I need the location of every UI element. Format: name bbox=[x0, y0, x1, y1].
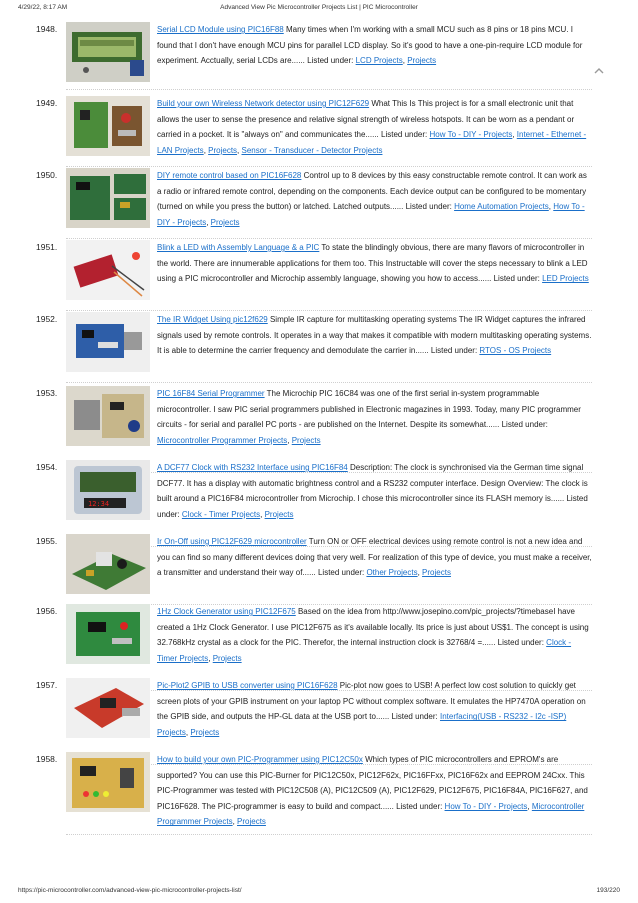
category-link[interactable]: Projects bbox=[212, 653, 242, 663]
entry-number: 1958. bbox=[36, 754, 58, 764]
category-link[interactable]: Projects bbox=[237, 817, 266, 827]
project-thumbnail[interactable] bbox=[66, 168, 150, 228]
project-title-link[interactable]: How to build your own PIC-Programmer using PIC12C50x bbox=[157, 755, 363, 764]
print-page-number: 193/220 bbox=[596, 887, 620, 894]
print-datetime: 4/29/22, 8:17 AM bbox=[18, 4, 68, 11]
entry-summary: The Microchip PIC 16C84 was one of the first serial in-system programmable microcontroller. I saw PIC serial programmers published in Electronic magazines in 1993. Today, many PIC programmer circuits - for serial and parallel PC ports - are published on the Internet. Despite its somewhat...... Listed under: bbox=[157, 389, 581, 430]
project-title-link[interactable]: PIC 16F84 Serial Programmer bbox=[157, 389, 265, 398]
project-title-link[interactable]: A DCF77 Clock with RS232 Interface using PIC16F84 bbox=[157, 463, 348, 472]
entry-summary: Control up to 8 devices by this easy constructable remote control. It can work as a radio or infrared remote control, depending on the components. Each device output can be configured to be momentary (turned on while you press the button) or latched. Latched outputs...... Listed under: bbox=[157, 171, 587, 212]
entry-divider bbox=[66, 166, 592, 167]
project-title-link[interactable]: DIY remote control based on PIC16F628 bbox=[157, 171, 302, 180]
category-link[interactable]: Microcontroller Programmer Projects bbox=[157, 801, 585, 827]
entry-number: 1955. bbox=[36, 536, 58, 546]
entry-description: 1Hz Clock Generator using PIC12F675 Based on the idea from http://www.josepino.com/pic_projects/?timebaseI have created a 1Hz Clock Generator. I use PIC12F675 as it's available locally. Its price is just about US$1. The concept is using 32.768kHz crystal as a clock for the PIC. Therefor, the internal instruction clock is 32768/4 =...... Listed under: Clock - Timer Projects, Projects bbox=[157, 607, 589, 663]
entry-number: 1950. bbox=[36, 170, 58, 180]
category-link[interactable]: Projects bbox=[422, 568, 451, 578]
project-thumbnail[interactable] bbox=[66, 534, 150, 594]
entry-summary: To state the blindingly obvious, there are many flavors of microcontroller in the world. There are innumerable applications for them too. This Instructable will cover the steps necessary to blink a LED using a PIC microcontroller and Microchip assembly language, showing you how to access...... Listed under: bbox=[157, 243, 588, 284]
project-title-link[interactable]: Build your own Wireless Network detector using PIC12F629 bbox=[157, 99, 370, 108]
entry-description bbox=[157, 240, 593, 287]
entry-summary: Simple IR capture for multitasking operating systems The IR Widget captures the infrared signals used by remote controls. It operates in a way that makes it compatible with modern multitasking operating systems. It is able to determine the carrier frequency and demodulate the carrier in...... Listed under: bbox=[157, 315, 592, 356]
category-link[interactable]: Projects bbox=[210, 217, 240, 227]
project-thumbnail[interactable] bbox=[66, 752, 150, 812]
scroll-to-top-button[interactable] bbox=[592, 64, 606, 78]
project-title-link[interactable]: Blink a LED with Assembly Language & a PIC bbox=[157, 243, 320, 252]
entry-number: 1953. bbox=[36, 388, 58, 398]
category-link[interactable]: Projects bbox=[190, 727, 220, 737]
entry-number: 1954. bbox=[36, 462, 58, 472]
entry-divider bbox=[66, 834, 592, 835]
entry-description: How to build your own PIC-Programmer using PIC12C50x Which types of PIC microcontrollers and EPROM's are supported? You can use this PIC-Burner for PIC12C50x, PIC12F62x, PIC16FFxx, PIC16F62x and EEPROM 24Cxx. This PIC-Programmer was tested with PIC12C508 (A), PIC12C509 (A), PIC12F629, PIC12F675, PIC16F84A, PIC16F627, and PIC16F628. The PIC-programmer is easy to build and compact...... Listed under: How To - DIY - Projects, Microcontroller Programmer Projects, Projects bbox=[157, 755, 588, 827]
project-thumbnail[interactable] bbox=[66, 22, 150, 82]
category-link[interactable]: RTOS - OS Projects bbox=[479, 346, 552, 356]
category-link[interactable]: Projects bbox=[407, 56, 437, 66]
print-url: https://pic-microcontroller.com/advanced-view-pic-microcontroller-projects-list/ bbox=[18, 887, 242, 894]
entry-description: PIC 16F84 Serial Programmer The Microchip PIC 16C84 was one of the first serial in-system programmable microcontroller. I saw PIC serial programmers published in Electronic magazines in 1993. Today, many PIC programmer circuits - for serial and parallel PC ports - are published on the Internet. Despite its somewhat...... Listed under: Microcontroller Programmer Projects, Projects bbox=[157, 389, 581, 445]
entry-number: 1952. bbox=[36, 314, 58, 324]
category-link[interactable]: How To - DIY - Projects bbox=[429, 130, 513, 140]
category-link[interactable]: Clock - Timer Projects bbox=[181, 509, 261, 519]
entry-description: A DCF77 Clock with RS232 Interface using PIC16F84 Description: The clock is synchronised via the German time signal DCF77. It has a display with automatic brightness control and a RS232 computer interface. Design Overview: The clock is built around a PIC16F84 microcontroller from Microchip. I chose this microcontroller since its FLASH memory is...... Listed under: Clock - Timer Projects, Projects bbox=[157, 463, 588, 519]
entry-summary: Description: The clock is synchronised via the German time signal DCF77. It has a display with automatic brightness control and a RS232 computer interface. Design Overview: The clock is built around a PIC16F84 microcontroller from Microchip. I chose this microcontroller since its FLASH memory is...... Listed under: bbox=[157, 463, 588, 519]
category-link[interactable]: Internet - Ethernet - LAN Projects bbox=[157, 130, 587, 155]
entry-summary: Turn ON or OFF electrical devices using remote control is not a new idea and you can find so many different devices doing that very well. For realization of this type of device, you must make a receiver, a transmitter and understand their way of...... Listed under: bbox=[157, 537, 592, 578]
entry-description: Build your own Wireless Network detector using PIC12F629 What This Is This project is for a small electronic unit that allows the user to sense the presence and relative signal strength of wireless hotspots. It can be worn as a pendant or carried in a pocket. It is "always on" and communicates the...... Listed under: How To - DIY - Projects, Internet - Ethernet - LAN Projects, Projects, Sensor - Transducer - Detector Projects bbox=[157, 99, 587, 155]
entry-number: 1957. bbox=[36, 680, 58, 690]
category-link[interactable]: Interfacing(USB - RS232 - I2c -ISP) Projects bbox=[157, 712, 567, 737]
entry-number: 1956. bbox=[36, 606, 58, 616]
project-thumbnail[interactable] bbox=[66, 96, 150, 156]
entry-number: 1948. bbox=[36, 24, 58, 34]
project-title-link[interactable]: 1Hz Clock Generator using PIC12F675 bbox=[157, 607, 296, 616]
category-link[interactable]: Projects bbox=[291, 435, 321, 445]
entry-number: 1951. bbox=[36, 242, 58, 252]
project-thumbnail[interactable] bbox=[66, 460, 150, 520]
entry-divider bbox=[66, 89, 592, 90]
entry-description bbox=[157, 312, 593, 359]
entry-summary: Pic-plot now goes to USB! A perfect low cost solution to quickly get screen plots of your GPIB instrument on your laptop PC without complex software. It emulates the HP7470A operation on the GPIB side, and outputs the HP-GL data at the USB port to...... Listed under: bbox=[157, 681, 586, 722]
category-link[interactable]: LED Projects bbox=[542, 274, 589, 284]
category-link[interactable]: How To - DIY - Projects bbox=[157, 202, 585, 227]
entry-divider bbox=[66, 382, 592, 383]
entry-description: Pic-Plot2 GPIB to USB converter using PIC16F628 Pic-plot now goes to USB! A perfect low cost solution to quickly get screen plots of your GPIB instrument on your laptop PC without complex software. It emulates the HP7470A operation on the GPIB side, and outputs the HP-GL data at the USB port to...... Listed under: Interfacing(USB - RS232 - I2c -ISP) Projects, Projects bbox=[157, 681, 586, 737]
entry-summary: Which types of PIC microcontrollers and EPROM's are supported? You can use this PIC-Burner for PIC12C50x, PIC12F62x, PIC16FFxx, PIC16F62x and EEPROM 24Cxx. This PIC-Programmer was tested with PIC12C508 (A), PIC12C509 (A), PIC12F629, PIC12F675, PIC16F84A, PIC16F627, and PIC16F628. The PIC-programmer is easy to build and compact...... Listed under: bbox=[157, 755, 588, 811]
entry-divider bbox=[66, 238, 592, 239]
category-link[interactable]: Projects bbox=[208, 145, 238, 155]
category-link[interactable]: Clock - Timer Projects bbox=[157, 638, 572, 663]
category-link[interactable]: LCD Projects bbox=[355, 56, 403, 66]
chevron-up-icon bbox=[592, 64, 606, 78]
entry-number: 1949. bbox=[36, 98, 58, 108]
entry-description: DIY remote control based on PIC16F628 Control up to 8 devices by this easy constructable remote control. It can work as a radio or infrared remote control, depending on the components. Each device output can be configured to be momentary (turned on while you press the button) or latched. Latched outputs...... Listed under: Home Automation Projects, How To - DIY - Projects, Projects bbox=[157, 171, 587, 227]
category-link[interactable]: Other Projects bbox=[366, 568, 418, 578]
entry-divider bbox=[66, 310, 592, 311]
category-link[interactable]: Projects bbox=[264, 509, 294, 519]
entry-description: Serial LCD Module using PIC16F88 Many times when I'm working with a small MCU such as 8 pins or 18 pins MCU. I found that I don't have enough MCU pins for parallel LCD display. So it's good to have a one-pin-require LCD module for experiment. Acctually, serial LCDs are...... Listed under: LCD Projects, Projects bbox=[157, 25, 583, 66]
print-footer bbox=[18, 887, 620, 899]
project-thumbnail[interactable] bbox=[66, 312, 150, 372]
entry-summary: Based on the idea from http://www.josepino.com/pic_projects/?timebaseI have created a 1Hz Clock Generator. I use PIC12F675 as it's available locally. Its price is just about US$1. The concept is using 32.768kHz crystal as a clock for the PIC. Therefor, the internal instruction clock is 32768/4 =...... Listed under: bbox=[157, 607, 589, 648]
project-thumbnail[interactable] bbox=[66, 240, 150, 300]
project-thumbnail[interactable] bbox=[66, 678, 150, 738]
print-page-title: Advanced View Pic Microcontroller Projects List | PIC Microcontroller bbox=[220, 4, 418, 11]
category-link[interactable]: Sensor - Transducer - Detector Projects bbox=[241, 145, 383, 155]
project-title-link[interactable]: The IR Widget Using pic12f629 bbox=[157, 315, 268, 324]
entry-summary: What This Is This project is for a small electronic unit that allows the user to sense the presence and relative signal strength of wireless hotspots. It can be worn as a pendant or carried in a pocket. It is "always on" and communicates the...... Listed under: bbox=[157, 99, 575, 140]
print-header bbox=[18, 4, 620, 16]
entry-description: Ir On-Off using PIC12F629 microcontroller Turn ON or OFF electrical devices using remote control is not a new idea and you can find so many different devices doing that very well. For realization of this type of device, you must make a receiver, a transmitter and understand their way of...... Listed under: Other Projects, Projects bbox=[157, 537, 592, 578]
project-thumbnail[interactable] bbox=[66, 604, 150, 664]
project-title-link[interactable]: Serial LCD Module using PIC16F88 bbox=[157, 25, 284, 34]
project-thumbnail[interactable] bbox=[66, 386, 150, 446]
project-title-link[interactable]: Pic-Plot2 GPIB to USB converter using PIC16F628 bbox=[157, 681, 338, 690]
entry-summary: Many times when I'm working with a small MCU such as 8 pins or 18 pins MCU. I found that I don't have enough MCU pins for parallel LCD display. So it's good to have a one-pin-require LCD module for experiment. Acctually, serial LCDs are...... Listed under: bbox=[157, 25, 583, 66]
category-link[interactable]: Home Automation Projects bbox=[454, 202, 549, 212]
project-title-link[interactable]: Ir On-Off using PIC12F629 microcontroller bbox=[157, 537, 307, 546]
svg-text:12:34: 12:34 bbox=[88, 500, 110, 508]
category-link[interactable]: Microcontroller Programmer Projects bbox=[157, 435, 288, 445]
category-link[interactable]: How To - DIY - Projects bbox=[444, 801, 528, 811]
